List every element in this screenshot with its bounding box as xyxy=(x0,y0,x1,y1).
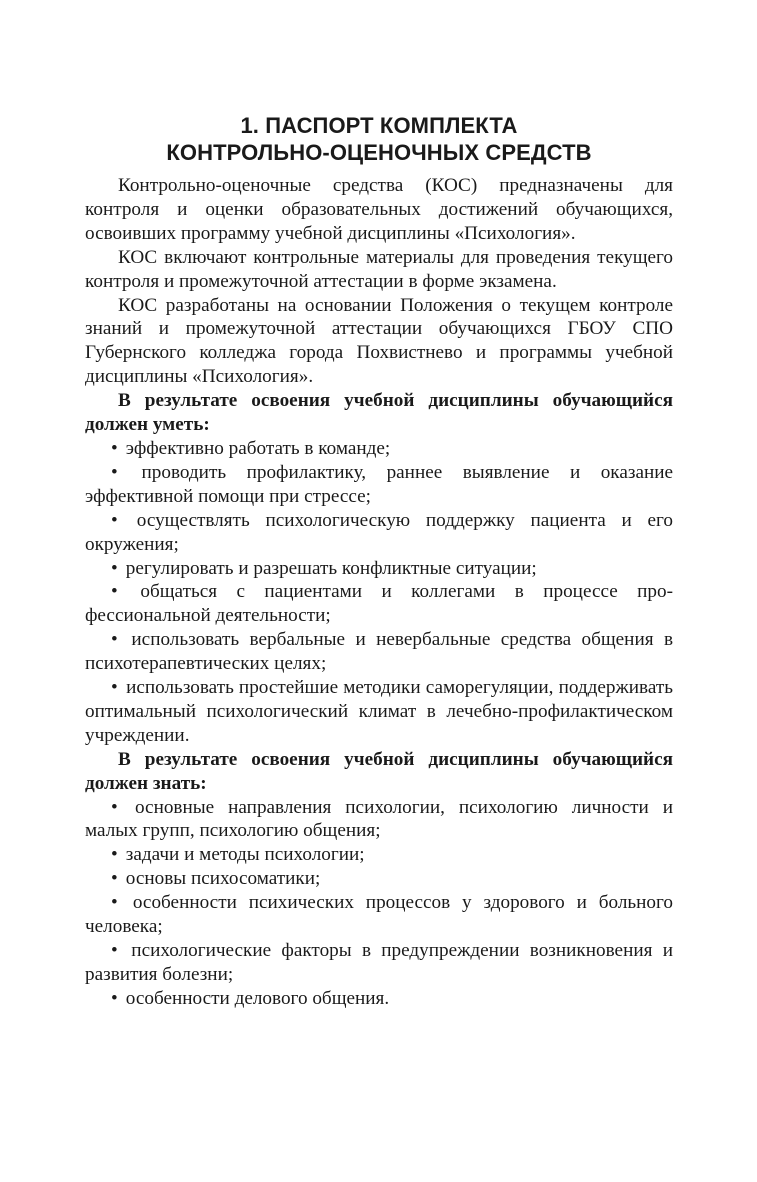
page-title xyxy=(85,112,673,166)
list-item xyxy=(85,867,673,891)
bullet-icon: • xyxy=(111,868,118,890)
bullet-icon: • xyxy=(111,581,118,603)
knowledge-heading: В результате освоения учебной дисциплины обучающийся должен знать: xyxy=(85,748,673,794)
list-item xyxy=(85,891,673,939)
list-item-text: психологические факторы в предупреждении возникновения и развития болезни; xyxy=(85,940,673,985)
bullet-icon: • xyxy=(111,437,118,459)
bullet-icon: • xyxy=(111,940,118,961)
list-item-text: проводить профилактику, раннее выявление и оказание эффективной помощи при стрессе; xyxy=(85,461,674,507)
paragraph: КОС включают контрольные материалы для проведения текущего контроля и промежуточной аттестации в форме экзамена. xyxy=(85,246,673,292)
skills-heading: В результате освоения учебной дисциплины обучающийся должен уметь: xyxy=(85,390,673,436)
list-item xyxy=(85,843,673,867)
skills-list xyxy=(85,437,673,748)
list-item-text: использовать вербальные и невербальные средства общения в психотерапевтических целях; xyxy=(85,629,674,675)
list-item xyxy=(85,987,673,1011)
title-line-2: КОНТРОЛЬНО-ОЦЕНОЧНЫХ СРЕДСТВ xyxy=(166,140,592,165)
bullet-icon: • xyxy=(111,987,118,1009)
list-item xyxy=(85,461,673,509)
bullet-icon: • xyxy=(111,892,118,914)
bullet-icon: • xyxy=(111,796,118,818)
bullet-icon: • xyxy=(111,461,118,483)
body-text xyxy=(85,174,673,1011)
list-item-text: основы психосоматики; xyxy=(125,868,321,890)
paragraph: Контрольно-оценочные средства (КОС) предназначены для контроля и оценки образовательных достижений обучающихся, освоивших программу учебной дисциплины «Психология». xyxy=(85,175,673,244)
list-item-text: общаться с пациентами и коллегами в процессе профессиональной деятельности; xyxy=(85,581,673,627)
list-item xyxy=(85,580,673,628)
title-line-1: 1. ПАСПОРТ КОМПЛЕКТА xyxy=(240,113,518,138)
bullet-icon: • xyxy=(111,509,118,531)
document-page xyxy=(85,112,673,1011)
list-item-text: задачи и методы психологии; xyxy=(125,844,365,866)
list-item xyxy=(85,628,673,676)
list-item xyxy=(85,557,673,581)
paragraph: КОС разработаны на основании Положения о текущем контроле знаний и промежуточной аттестации обучающихся ГБОУ СПО Губернского колледжа города Похвистнево и программы учебной дисциплины «Психология». xyxy=(85,294,673,388)
list-item-text: осуществлять психологическую поддержку пациента и его окружения; xyxy=(85,509,673,555)
list-item xyxy=(85,509,673,557)
list-item xyxy=(85,939,673,987)
list-item xyxy=(85,796,673,844)
bullet-icon: • xyxy=(111,557,118,579)
list-item-text: эффективно работать в команде; xyxy=(125,437,391,459)
bullet-icon: • xyxy=(111,677,118,699)
list-item xyxy=(85,437,673,461)
list-item-text: использовать простейшие методики саморегуляции, поддерживать оптимальный психологический климат в лечебно-профилактическом учреждении. xyxy=(85,677,673,746)
bullet-icon: • xyxy=(111,629,118,651)
list-item-text: основные направления психологии, психологию личности и малых групп, психологию общения; xyxy=(85,796,674,842)
list-item-text: регулировать и разрешать конфликтные ситуации; xyxy=(125,557,537,579)
list-item-text: особенности психических процессов у здорового и больного человека; xyxy=(85,892,674,938)
list-item-text: особенности делового общения. xyxy=(125,987,390,1009)
knowledge-list xyxy=(85,796,673,1011)
bullet-icon: • xyxy=(111,844,118,866)
list-item xyxy=(85,676,673,748)
